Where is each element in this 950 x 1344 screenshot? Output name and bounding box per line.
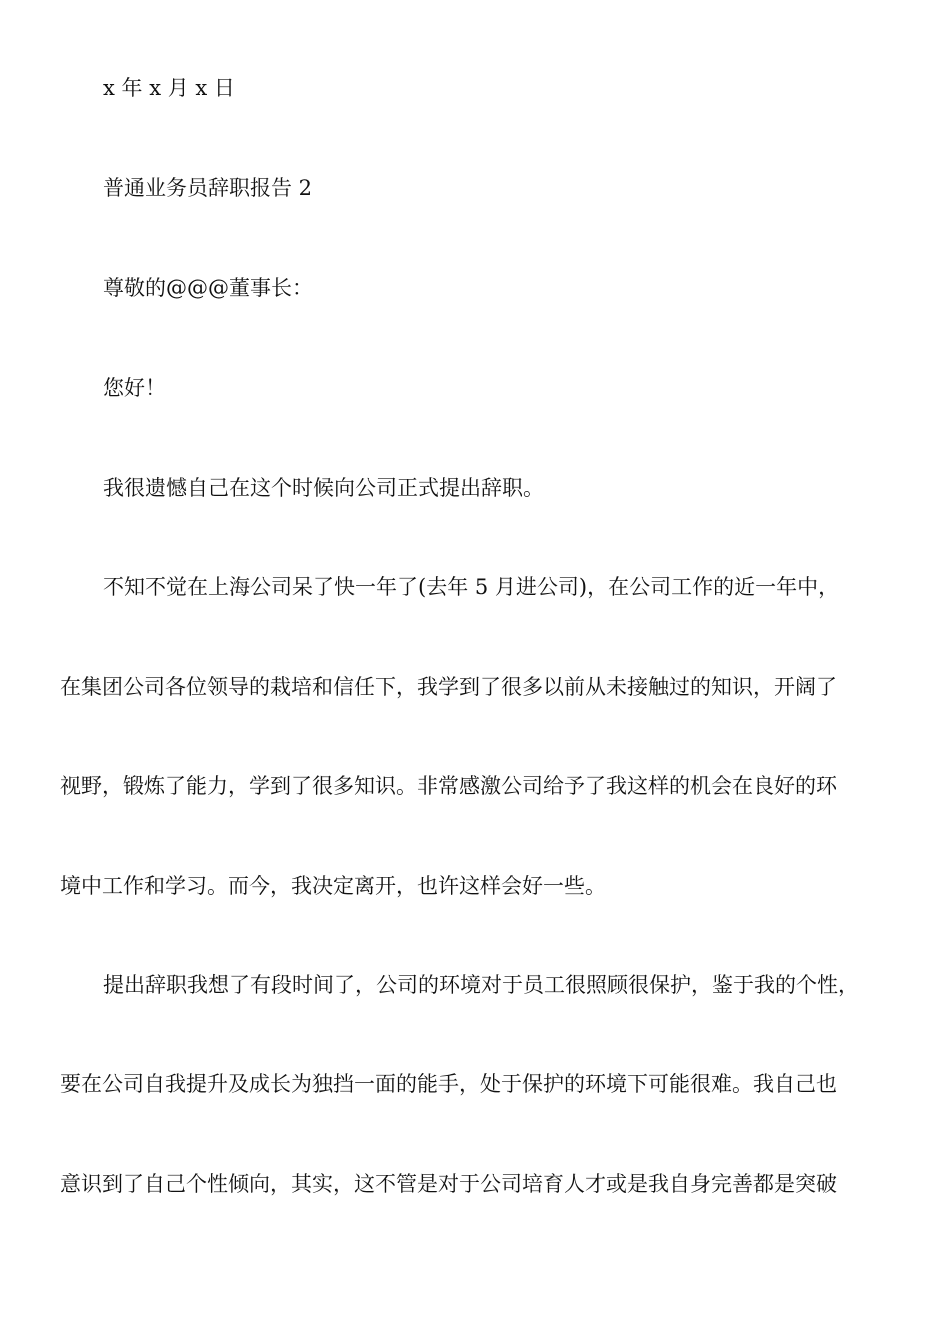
paragraph-2-line-2: 在集团公司各位领导的栽培和信任下，我学到了很多以前从未接触过的知识，开阔了 [60, 675, 837, 699]
salutation: 尊敬的@@@董事长： [103, 276, 313, 300]
document-title: 普通业务员辞职报告 2 [103, 176, 313, 200]
paragraph-3-line-1: 提出辞职我想了有段时间了，公司的环境对于员工很照顾很保护，鉴于我的个性， [103, 973, 859, 997]
paragraph-1: 我很遗憾自己在这个时候向公司正式提出辞职。 [103, 476, 544, 500]
greeting: 您好！ [103, 376, 166, 400]
paragraph-2-line-3: 视野，锻炼了能力，学到了很多知识。非常感激公司给予了我这样的机会在良好的环 [60, 774, 837, 798]
paragraph-3-line-3: 意识到了自己个性倾向，其实，这不管是对于公司培育人才或是我自身完善都是突破 [60, 1172, 837, 1196]
paragraph-2-line-1: 不知不觉在上海公司呆了快一年了(去年 5 月进公司)，在公司工作的近一年中， [103, 575, 840, 599]
date-line: x 年 x 月 x 日 [103, 76, 235, 100]
paragraph-2-line-4: 境中工作和学习。而今，我决定离开，也许这样会好一些。 [60, 874, 606, 898]
paragraph-3-line-2: 要在公司自我提升及成长为独挡一面的能手，处于保护的环境下可能很难。我自己也 [60, 1072, 837, 1096]
